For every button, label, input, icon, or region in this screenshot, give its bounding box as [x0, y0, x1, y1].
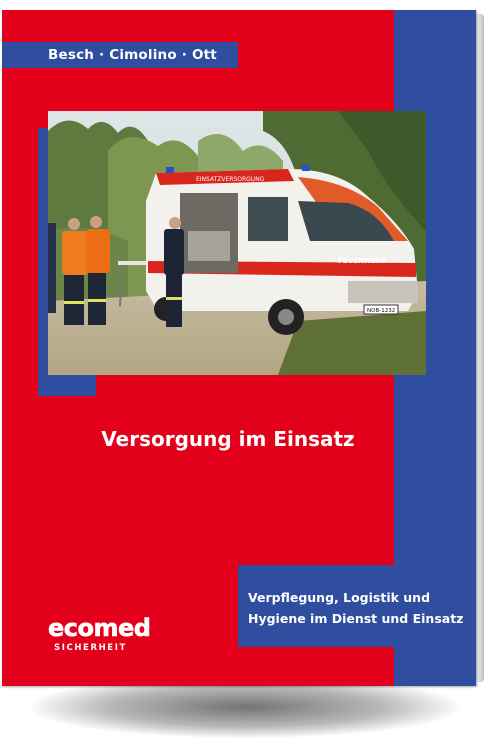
van-door-sign: FEUERWEHR: [338, 257, 388, 265]
publisher-logo-subtext: SICHERHEIT: [54, 643, 127, 653]
publisher-logo: [48, 614, 180, 656]
subtitle-line-2: Hygiene im Dienst und Einsatz: [248, 611, 464, 626]
subtitle-line-1: Verpflegung, Logistik und: [248, 590, 431, 605]
cover-photo: [48, 111, 426, 375]
van-plate: NOB-1232: [367, 308, 396, 314]
subtitle-box: [238, 565, 476, 647]
publisher-logo-text: ecomed: [48, 614, 151, 642]
book-title: Versorgung im Einsatz: [101, 427, 355, 451]
authors-text: Besch · Cimolino · Ott: [48, 47, 217, 63]
firefighter-dark: [164, 217, 184, 327]
book-cover: [2, 10, 476, 686]
firefighter-left: [48, 223, 56, 313]
van-roof-sign: EINSATZVERSORGUNG: [196, 176, 265, 183]
